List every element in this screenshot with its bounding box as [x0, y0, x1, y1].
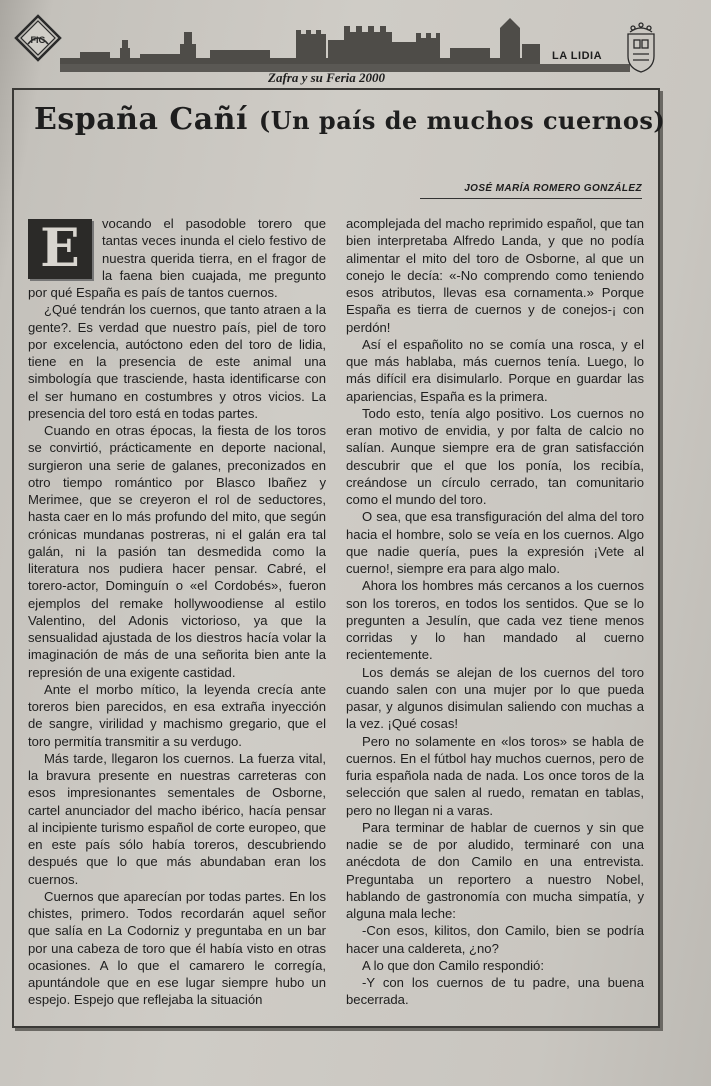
paragraph: ¿Qué tendrán los cuernos, que tanto atraen a la gente?. Es verdad que nuestro país, piel de toro por excelencia, autóctono eden del toro de lidia, tiene en la presencia de este animal una simbología que trasciende, hasta identificarse con el ser humano en costumbres y otros vicios. La presencia del toro está en todas partes.: [28, 302, 326, 421]
fig-logo-icon: [14, 14, 62, 62]
paragraph: Más tarde, llegaron los cuernos. La fuerza vital, la bravura presente en nuestras carreteras con esos impresionantes sementales de Osborne, cartel anunciador del macho ibérico, hacía pensar al incipiente turismo español de corte europeo, que en este país sólo había toreros, descubriendo después que lo que más abundaban eran los cuernos.: [28, 750, 326, 887]
article-title: [34, 102, 666, 137]
paragraph: vocando el pasodoble torero que tantas veces inunda el cielo festivo de nuestra querida tierra, en el fragor de la faena bien cuajada, me pregunto por qué España es país de tantos cuernos.: [28, 216, 326, 300]
article-column-left: [28, 215, 326, 1009]
paragraph: Para terminar de hablar de cuernos y sin que nadie se de por aludido, terminaré con una anécdota de don Camilo en una entrevista. Preguntaba un reportero a nuestro Nobel, hablando de gastronomía con mucha simpatía, y alguna mala leche:: [346, 819, 644, 921]
paragraph: Los demás se alejan de los cuernos del toro cuando salen con una mujer por lo que pueda pasar, y algunos disimulan saliendo con muchas a la vez. ¡Qué cosas!: [346, 664, 644, 732]
paragraph: Cuernos que aparecían por todas partes. En los chistes, primero. Todos recordarán aquel señor que salía en La Codorniz y preguntaba en un bar por una cabeza de toro que él había visto en otras ocasiones. A lo que el camarero le corregía, apuntándole que en ese lugar siempre hubo un espejo. Espejo que reflejaba la situación: [28, 888, 326, 1008]
article-title-main: España Cañí: [34, 102, 248, 137]
paragraph: Así el españolito no se comía una rosca, y el que más hablaba, más cuernos tenía. Luego, lo más difícil era disimularlo. Porque en guardar las apariencias, España es la primera.: [346, 336, 644, 404]
paragraph: Ante el morbo mítico, la leyenda crecía ante toreros bien parecidos, en esa extraña inyección de sangre, virilidad y machismo gregario, que el toro permitía transmitir a su verdugo.: [28, 681, 326, 749]
town-skyline-icon: [60, 18, 540, 70]
paragraph: Pero no solamente en «los toros» se habla de cuernos. En el fútbol hay muchos cuernos, pero de furia española nada de nada. Los once toros de la selección que salen al ruedo, rematan en tablas, pero no llegan ni a varas.: [346, 733, 644, 818]
article-subtitle: (Un país de muchos cuernos): [258, 106, 666, 135]
section-label: LA LIDIA: [552, 50, 603, 62]
paragraph: acomplejada del macho reprimido español, que tan bien interpretaba Alfredo Landa, y que no podía alimentar el mito del toro de Osborne, al que un conejo le decía: «-No comprendo como teniendo esos atributos, llevas esa cornamenta.» Porque España es tierra de cuernos y de conejos-¡ con perdón!: [346, 216, 644, 335]
paragraph: A lo que don Camilo respondió:: [362, 957, 544, 973]
coat-of-arms-icon: [624, 22, 658, 74]
paragraph: O sea, que esa transfiguración del alma del toro hacia el hombre, solo se veía en los cuernos. Algo que nadie quería, pues la expresión ¡Vete al cuerno!, siempre era para algo malo.: [346, 509, 644, 576]
paragraph: -Y con los cuernos de tu padre, una buena becerrada.: [346, 975, 644, 1008]
logo-text: FIG: [30, 35, 46, 45]
article-column-right: [346, 215, 644, 1009]
byline-rule: [420, 198, 642, 199]
paragraph: Cuando en otras épocas, la fiesta de los toros se convirtió, prácticamente en deporte nacional, surgieron una serie de galanes, preconizados en otro tiempo romántico por Blasco Ibañez y Merimee, que se creyeron el rol de seductores, hasta caer en lo más profundo del mito, que según crónicas mundanas postreras, ni el galán era tal galán, ni la pasión tan desmedida como la literatura nos pudiera hacer pensar. Cabré, el torero-actor, Dominguín o «el Cordobés», fueron ejemplos del remake hollywoodiense al estilo Valentino, del Adonis victorioso, ya que la sensualidad ajustada de los diestros hacía volar la imaginación de más de una señorita bien ante la represión de una exigente castidad.: [28, 423, 326, 680]
issue-title: Zafra y su Feria 2000: [268, 70, 385, 85]
paragraph: Ahora los hombres más cercanos a los cuernos son los toreros, en todos los sentidos. Que se lo pregunten a Jesulín, que cada vez tiene menos corridas y lo han mandado al cuerno recientemente.: [346, 578, 644, 663]
paragraph: Todo esto, tenía algo positivo. Los cuernos no eran motivo de envidia, y por falta de calcio no salían. Aunque siempre era de gran satisfacción descubrir que el que los ponía, los recibía, creándose un círculo cerrado, tan comunitario como el mundo del toro.: [346, 405, 644, 507]
drop-cap: E: [28, 219, 92, 279]
author-byline: JOSÉ MARÍA ROMERO GONZÁLEZ: [464, 183, 642, 194]
paragraph: -Con esos, kilitos, don Camilo, bien se podría hacer una caldereta, ¿no?: [346, 923, 644, 956]
